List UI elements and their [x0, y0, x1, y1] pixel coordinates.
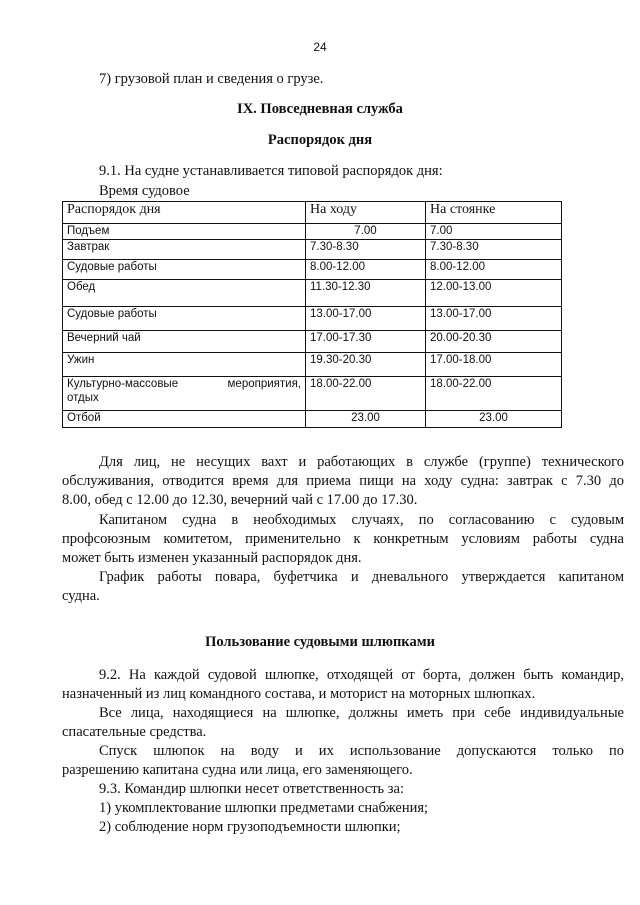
paragraph-meals-line: Для лиц, не несущих вахт и работающих в службе (группе) технического — [99, 454, 624, 470]
table-row — [63, 331, 562, 353]
intro-item: 7) грузовой план и сведения о грузе. — [99, 71, 324, 87]
paragraph-cook-line: График работы повара, буфетчика и дневального утверждается капитаном — [99, 569, 624, 585]
paragraph-captain-line: Капитаном судна в необходимых случаях, по согласованию с судовым — [99, 512, 624, 528]
activity-label-part: отдых — [67, 392, 99, 404]
header-at-sea: На ходу — [306, 202, 426, 224]
list-item: 1) укомплектование шлюпки предметами снабжения; — [99, 800, 429, 816]
activity-cell: Вечерний чай — [63, 331, 306, 353]
activity-cell: Судовые работы — [63, 260, 306, 280]
paragraph-9-1: 9.1. На судне устанавливается типовой распорядок дня: — [99, 163, 443, 179]
paragraph-captain-line: может быть изменен указанный распорядок дня. — [62, 550, 362, 566]
activity-cell: Судовые работы — [63, 307, 306, 331]
in-port-cell: 12.00-13.00 — [426, 280, 562, 307]
activity-label-line — [67, 377, 301, 391]
activity-cell: Подъем — [63, 224, 306, 240]
in-port-cell: 7.00 — [426, 224, 562, 240]
table-row — [63, 411, 562, 428]
list-item: 2) соблюдение норм грузоподъемности шлюпки; — [99, 819, 401, 835]
header-in-port: На стоянке — [426, 202, 562, 224]
paragraph-9-2-line: назначенный из лиц командного состава, и моторист на моторных шлюпках. — [62, 686, 536, 702]
in-port-cell: 17.00-18.00 — [426, 353, 562, 377]
paragraph-captain-line: профсоюзным комитетом, применительно к конкретным условиям работы судна — [62, 531, 624, 547]
at-sea-cell: 7.00 — [306, 224, 426, 240]
paragraph-cook-line: судна. — [62, 588, 100, 604]
page-number: 24 — [313, 40, 327, 54]
table-row — [63, 224, 562, 240]
table-row — [63, 260, 562, 280]
boats-section-title: Пользование судовыми шлюпками — [205, 634, 435, 650]
paragraph-launch-line: разрешению капитана судна или лица, его заменяющего. — [62, 762, 413, 778]
table-row — [63, 240, 562, 260]
paragraph-9-2-line: 9.2. На каждой судовой шлюпке, отходящей от борта, должен быть командир, — [99, 667, 624, 683]
in-port-cell: 23.00 — [426, 411, 562, 428]
section-title: IX. Повседневная служба — [237, 101, 403, 117]
activity-cell: Ужин — [63, 353, 306, 377]
in-port-cell: 13.00-17.00 — [426, 307, 562, 331]
at-sea-cell: 19.30-20.30 — [306, 353, 426, 377]
in-port-cell: 8.00-12.00 — [426, 260, 562, 280]
paragraph-persons-line: спасательные средства. — [62, 724, 207, 740]
paragraph-9-3: 9.3. Командир шлюпки несет ответственность за: — [99, 781, 404, 797]
paragraph-persons-line: Все лица, находящиеся на шлюпке, должны иметь при себе индивидуальные — [99, 705, 624, 721]
table-row — [63, 280, 562, 307]
subsection-title: Распорядок дня — [267, 132, 373, 148]
at-sea-cell: 17.00-17.30 — [306, 331, 426, 353]
activity-cell: Завтрак — [63, 240, 306, 260]
paragraph-meals-line: обслуживания, отводится время для приема пищи на ходу судна: завтрак с 7.30 до — [62, 473, 624, 489]
at-sea-cell: 23.00 — [306, 411, 426, 428]
at-sea-cell: 8.00-12.00 — [306, 260, 426, 280]
at-sea-cell: 13.00-17.00 — [306, 307, 426, 331]
time-note: Время судовое — [99, 183, 190, 199]
table-row — [63, 353, 562, 377]
at-sea-cell: 18.00-22.00 — [306, 377, 426, 411]
in-port-cell: 18.00-22.00 — [426, 377, 562, 411]
table-header-row — [63, 202, 562, 224]
schedule-table — [62, 201, 562, 428]
activity-cell — [63, 377, 306, 411]
at-sea-cell: 11.30-12.30 — [306, 280, 426, 307]
table-row — [63, 377, 562, 411]
activity-cell: Отбой — [63, 411, 306, 428]
paragraph-launch-line: Спуск шлюпок на воду и их использование допускаются только по — [99, 743, 624, 759]
at-sea-cell: 7.30-8.30 — [306, 240, 426, 260]
header-schedule: Распорядок дня — [63, 202, 306, 224]
table-row — [63, 307, 562, 331]
in-port-cell: 7.30-8.30 — [426, 240, 562, 260]
activity-cell: Обед — [63, 280, 306, 307]
in-port-cell: 20.00-20.30 — [426, 331, 562, 353]
activity-label-part: мероприятия, — [227, 378, 301, 390]
paragraph-meals-line: 8.00, обед с 12.00 до 12.30, вечерний чай с 17.00 до 17.30. — [62, 492, 418, 508]
activity-label-part: Культурно-массовые — [67, 378, 179, 390]
